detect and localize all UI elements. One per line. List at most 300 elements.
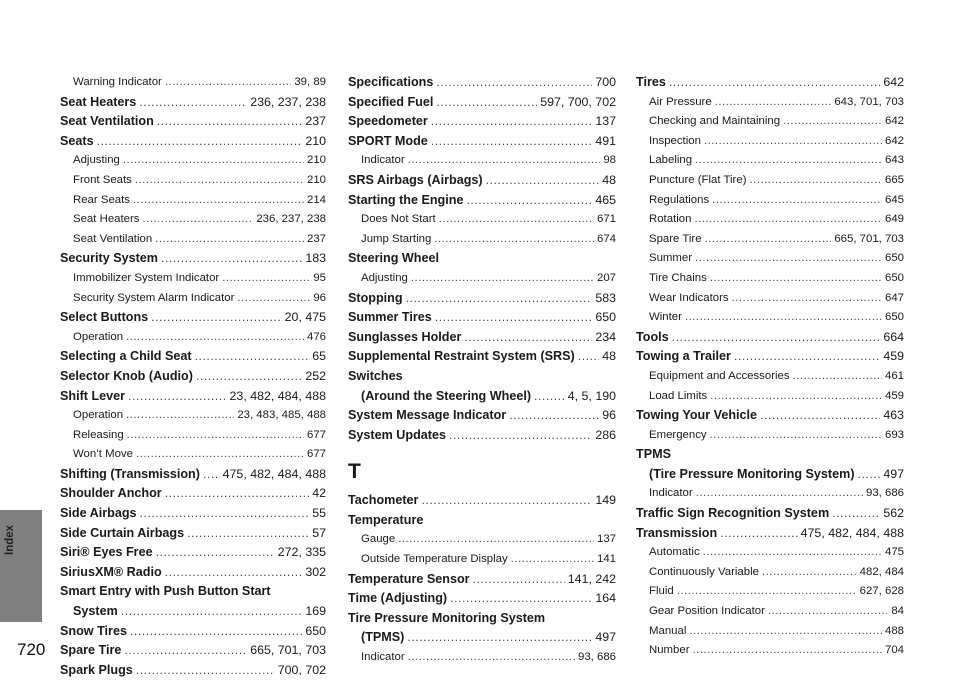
entry-label: System — [73, 604, 118, 619]
index-subentry — [636, 93, 904, 113]
index-entry — [60, 622, 326, 642]
index-subentry — [636, 387, 904, 407]
page-reference[interactable]: 700 — [595, 75, 616, 89]
entry-label: Indicator — [361, 154, 405, 167]
dot-leader — [704, 132, 882, 152]
dot-leader — [195, 347, 310, 367]
entry-label: Shift Lever — [60, 388, 126, 403]
dot-leader — [768, 602, 888, 622]
entry-label: Seats — [60, 133, 94, 148]
entry-label: Labeling — [649, 154, 693, 167]
entry-label: Security System Alarm Indicator — [73, 291, 235, 304]
index-entry — [348, 347, 616, 367]
entry-label: Tools — [636, 329, 669, 344]
entry-label: Traffic Sign Recognition System — [636, 506, 830, 521]
page-reference[interactable]: 252 — [305, 368, 326, 383]
dot-leader — [406, 289, 593, 309]
dot-leader — [685, 308, 882, 328]
entry-label: Rear Seats — [73, 193, 130, 206]
dot-leader — [124, 641, 247, 661]
dot-leader — [712, 191, 882, 211]
dot-leader — [436, 73, 592, 93]
page-reference[interactable]: 236, 237, 238 — [256, 213, 326, 226]
entry-label: Rotation — [649, 213, 692, 226]
page-reference[interactable]: 286 — [595, 427, 616, 442]
entry-label: Emergency — [649, 428, 707, 441]
dot-leader — [196, 367, 302, 387]
index-subentry — [60, 426, 326, 446]
index-entry — [348, 289, 616, 309]
entry-label: Immobilizer System Indicator — [73, 271, 220, 284]
dot-leader — [155, 230, 304, 250]
entry-label: Equipment and Accessories — [649, 369, 790, 382]
page-reference[interactable]: 42 — [312, 486, 326, 501]
index-subentry — [60, 230, 326, 250]
page-reference[interactable]: 237 — [305, 114, 326, 129]
dot-leader — [466, 191, 592, 211]
page-reference[interactable]: 627, 628 — [859, 585, 904, 598]
index-entry — [348, 367, 616, 387]
entry-label: Time (Adjusting) — [348, 591, 448, 606]
entry-label: Steering Wheel — [348, 251, 439, 266]
page-reference[interactable]: 164 — [595, 591, 616, 606]
page-reference[interactable]: 48 — [602, 349, 616, 364]
index-subentry — [636, 210, 904, 230]
index-entry — [348, 93, 616, 113]
index-entry — [60, 524, 326, 544]
dot-leader — [121, 602, 303, 622]
dot-leader — [156, 543, 275, 563]
dot-leader — [161, 249, 302, 269]
index-entry — [636, 73, 904, 93]
index-entry — [348, 570, 616, 590]
index-subentry — [636, 230, 904, 250]
dot-leader — [123, 151, 304, 171]
page-reference[interactable]: 48 — [602, 172, 616, 187]
entry-label: Automatic — [649, 546, 700, 559]
entry-label: Indicator — [361, 651, 405, 664]
entry-label: Jump Starting — [361, 232, 432, 245]
entry-label: Spare Tire — [649, 232, 702, 245]
entry-label: Operation — [73, 409, 124, 422]
page-reference[interactable]: 65 — [312, 349, 326, 364]
index-subentry — [636, 289, 904, 309]
index-entry — [60, 484, 326, 504]
index-entry — [348, 609, 616, 629]
page-reference[interactable]: 137 — [595, 114, 616, 129]
dot-leader — [165, 563, 303, 583]
page-reference[interactable]: 665 — [884, 173, 904, 186]
page-reference[interactable]: 149 — [595, 493, 616, 508]
dot-leader — [434, 230, 594, 250]
page-reference[interactable]: 272, 335 — [277, 545, 326, 560]
index-subentry — [636, 543, 904, 563]
index-entry — [348, 628, 616, 648]
index-entry — [348, 328, 616, 348]
index-column-3 — [636, 73, 904, 661]
page-reference[interactable]: 677 — [306, 448, 326, 461]
entry-label: Won’t Move — [73, 448, 133, 461]
page-reference[interactable]: 93, 686 — [865, 487, 904, 500]
dot-leader — [695, 151, 882, 171]
index-entry — [60, 308, 326, 328]
entry-label: Side Airbags — [60, 506, 137, 521]
index-subentry — [636, 484, 904, 504]
dot-leader — [139, 93, 247, 113]
dot-leader — [694, 210, 882, 230]
page-reference[interactable]: 671 — [596, 213, 616, 226]
index-entry — [60, 347, 326, 367]
page-reference[interactable]: 234 — [595, 329, 616, 344]
dot-leader — [398, 530, 594, 550]
page-reference[interactable]: 643 — [884, 154, 904, 167]
entry-label: Tachometer — [348, 493, 419, 508]
index-subentry — [348, 151, 616, 171]
dot-leader — [408, 648, 575, 668]
entry-label: Seat Ventilation — [73, 232, 153, 245]
page-reference[interactable]: 459 — [883, 349, 904, 364]
entry-label: Selector Knob (Audio) — [60, 368, 193, 383]
index-entry — [348, 426, 616, 446]
index-entry — [60, 249, 326, 269]
dot-leader — [858, 465, 881, 485]
entry-label: Switches — [348, 368, 403, 383]
dot-leader — [203, 465, 220, 485]
dot-leader — [151, 308, 281, 328]
entry-label: Transmission — [636, 525, 718, 540]
entry-label: Front Seats — [73, 173, 132, 186]
index-subentry — [60, 191, 326, 211]
page-reference[interactable]: 650 — [595, 310, 616, 325]
page-reference[interactable]: 236, 237, 238 — [250, 94, 326, 109]
entry-label: (Tire Pressure Monitoring System) — [649, 466, 855, 481]
index-entry — [348, 132, 616, 152]
entry-label: Tire Pressure Monitoring System — [348, 610, 546, 625]
dot-leader — [165, 484, 310, 504]
index-entry — [348, 112, 616, 132]
index-subentry — [636, 132, 904, 152]
page-reference[interactable]: 93, 686 — [577, 651, 616, 664]
entry-label: Regulations — [649, 193, 710, 206]
dot-leader — [710, 269, 882, 289]
index-subentry — [636, 112, 904, 132]
page-reference[interactable]: 497 — [883, 466, 904, 481]
page-reference[interactable]: 475 — [884, 546, 904, 559]
index-entry — [636, 347, 904, 367]
index-entry — [60, 132, 326, 152]
index-entry — [348, 491, 616, 511]
page-reference[interactable]: 137 — [596, 533, 616, 546]
page-reference[interactable]: 664 — [883, 329, 904, 344]
page-reference[interactable]: 649 — [884, 213, 904, 226]
entry-label: Specifications — [348, 75, 434, 89]
entry-label: Starting the Engine — [348, 192, 464, 207]
page-number: 720 — [17, 640, 46, 659]
dot-leader — [435, 308, 593, 328]
entry-label: SPORT Mode — [348, 133, 428, 148]
dot-leader — [509, 406, 599, 426]
index-entry — [636, 445, 904, 465]
page-reference[interactable]: 84 — [891, 605, 904, 618]
dot-leader — [696, 484, 863, 504]
entry-label: Stopping — [348, 290, 403, 305]
dot-leader — [677, 582, 857, 602]
index-entry — [60, 661, 326, 680]
dot-leader — [157, 112, 303, 132]
entry-label: Selecting a Child Seat — [60, 349, 192, 364]
index-column-1 — [60, 73, 326, 680]
page-reference[interactable]: 475, 482, 484, 488 — [800, 525, 904, 540]
dot-leader — [411, 269, 594, 289]
entry-label: Summer — [649, 252, 693, 265]
index-entry — [636, 406, 904, 426]
dot-leader — [97, 132, 303, 152]
index-side-label: Index — [4, 524, 16, 556]
dot-leader — [783, 112, 882, 132]
page-reference[interactable]: 704 — [884, 644, 904, 657]
index-subentry — [636, 249, 904, 269]
entry-label: Sunglasses Holder — [348, 329, 462, 344]
index-subentry — [636, 191, 904, 211]
entry-label: Smart Entry with Push Button Start — [60, 584, 271, 599]
page-reference[interactable]: 475, 482, 484, 488 — [222, 466, 326, 481]
page-reference[interactable]: 461 — [884, 369, 904, 382]
dot-leader — [511, 550, 594, 570]
page-reference[interactable]: 665, 701, 703 — [834, 232, 904, 245]
index-subentry — [60, 328, 326, 348]
dot-leader — [421, 491, 592, 511]
index-subentry — [636, 426, 904, 446]
dot-leader — [693, 641, 882, 661]
page-reference[interactable]: 169 — [305, 604, 326, 619]
page-reference[interactable]: 491 — [595, 133, 616, 148]
page-reference[interactable]: 459 — [884, 389, 904, 402]
dot-leader — [793, 367, 882, 387]
dot-leader — [165, 73, 291, 93]
page-reference[interactable]: 645 — [884, 193, 904, 206]
page-reference[interactable]: 642 — [883, 75, 904, 89]
dot-leader — [135, 171, 304, 191]
index-subentry — [636, 622, 904, 642]
page-reference[interactable]: 96 — [313, 291, 326, 304]
entry-label: Seat Heaters — [73, 213, 140, 226]
dot-leader — [720, 524, 797, 544]
entry-label: Security System — [60, 251, 159, 266]
page-reference[interactable]: 96 — [602, 408, 616, 423]
page-reference[interactable]: 583 — [595, 290, 616, 305]
page-reference[interactable]: 23, 482, 484, 488 — [229, 388, 326, 403]
page-reference[interactable]: 207 — [596, 271, 616, 284]
index-subentry — [60, 406, 326, 426]
page-reference[interactable]: 482, 484 — [859, 565, 904, 578]
entry-label: Tires — [636, 75, 666, 89]
index-entry — [348, 511, 616, 531]
page-reference[interactable]: 650 — [884, 311, 904, 324]
page-reference[interactable]: 642 — [884, 134, 904, 147]
entry-label: (TPMS) — [361, 630, 405, 645]
entry-label: Snow Tires — [60, 623, 127, 638]
index-subentry — [60, 151, 326, 171]
dot-leader — [130, 622, 302, 642]
entry-label: Does Not Start — [361, 213, 436, 226]
dot-leader — [578, 347, 599, 367]
entry-label: Air Pressure — [649, 95, 712, 108]
page-reference[interactable]: 665, 701, 703 — [250, 643, 326, 658]
entry-label: Temperature — [348, 512, 424, 527]
page-reference[interactable]: 183 — [305, 251, 326, 266]
page-reference[interactable]: 55 — [312, 506, 326, 521]
page-reference[interactable]: 237 — [306, 232, 326, 245]
dot-leader — [222, 269, 310, 289]
index-subentry — [60, 210, 326, 230]
page-reference[interactable]: 463 — [883, 408, 904, 423]
page-reference[interactable]: 4, 5, 190 — [567, 388, 616, 403]
page-reference[interactable]: 642 — [884, 115, 904, 128]
page-reference[interactable]: 650 — [884, 252, 904, 265]
dot-leader — [715, 93, 832, 113]
entry-label: (Around the Steering Wheel) — [361, 388, 532, 403]
page-reference[interactable]: 476 — [306, 330, 326, 343]
entry-label: Gear Position Indicator — [649, 605, 765, 618]
dot-leader — [136, 445, 304, 465]
entry-label: Indicator — [649, 487, 693, 500]
page-reference[interactable]: 210 — [306, 154, 326, 167]
entry-label: Releasing — [73, 428, 124, 441]
dot-leader — [187, 524, 309, 544]
dot-leader — [669, 73, 880, 93]
entry-label: Inspection — [649, 134, 701, 147]
page-reference[interactable]: 302 — [305, 564, 326, 579]
entry-label: Spare Tire — [60, 643, 122, 658]
index-column-2 — [348, 73, 616, 668]
entry-label: Speedometer — [348, 114, 428, 129]
entry-label: Continuously Variable — [649, 565, 759, 578]
index-entry — [348, 73, 616, 93]
page-reference[interactable]: 39, 89 — [294, 76, 326, 88]
page-reference[interactable]: 562 — [883, 506, 904, 521]
index-subentry — [348, 550, 616, 570]
index-subentry — [60, 269, 326, 289]
page-reference[interactable]: 210 — [306, 173, 326, 186]
index-entry — [60, 602, 326, 622]
entry-label: Gauge — [361, 533, 396, 546]
index-subentry — [60, 73, 326, 93]
index-entry — [636, 465, 904, 485]
dot-leader — [126, 328, 304, 348]
index-subentry — [348, 530, 616, 550]
index-subentry — [636, 641, 904, 661]
page-reference[interactable]: 497 — [595, 630, 616, 645]
index-subentry — [348, 230, 616, 250]
index-entry — [60, 504, 326, 524]
index-subentry — [636, 563, 904, 583]
entry-label: Side Curtain Airbags — [60, 525, 185, 540]
index-entry — [348, 308, 616, 328]
page-reference[interactable]: 488 — [884, 624, 904, 637]
entry-label: Warning Indicator — [73, 76, 162, 88]
entry-label: Manual — [649, 624, 687, 637]
index-entry — [60, 112, 326, 132]
dot-leader — [695, 249, 882, 269]
page-reference[interactable]: 597, 700, 702 — [540, 94, 616, 109]
page-reference[interactable]: 23, 483, 485, 488 — [237, 409, 326, 422]
index-entry — [60, 387, 326, 407]
page-reference[interactable]: 677 — [306, 428, 326, 441]
page-reference[interactable]: 210 — [305, 133, 326, 148]
dot-leader — [439, 210, 594, 230]
entry-label: Shoulder Anchor — [60, 486, 162, 501]
dot-leader — [464, 328, 592, 348]
entry-label: System Updates — [348, 427, 446, 442]
entry-label: Towing Your Vehicle — [636, 408, 758, 423]
index-entry — [636, 328, 904, 348]
page-reference[interactable]: 57 — [312, 525, 326, 540]
entry-label: Select Buttons — [60, 310, 149, 325]
entry-label: Towing a Trailer — [636, 349, 731, 364]
entry-label: Operation — [73, 330, 124, 343]
dot-leader — [408, 151, 601, 171]
entry-label: Shifting (Transmission) — [60, 466, 200, 481]
dot-leader — [473, 570, 565, 590]
entry-label: Outside Temperature Display — [361, 553, 508, 566]
index-entry — [636, 504, 904, 524]
page-reference[interactable]: 693 — [884, 428, 904, 441]
dot-leader — [431, 132, 593, 152]
dot-leader — [734, 347, 880, 367]
entry-label: System Message Indicator — [348, 408, 507, 423]
dot-leader — [486, 171, 600, 191]
page-reference[interactable]: 647 — [884, 291, 904, 304]
page-reference[interactable]: 465 — [595, 192, 616, 207]
section-letter: T — [348, 460, 361, 484]
index-entry — [348, 171, 616, 191]
page-reference[interactable]: 98 — [603, 154, 616, 167]
entry-label: Winter — [649, 311, 682, 324]
entry-label: Adjusting — [361, 271, 408, 284]
page-reference[interactable]: 95 — [313, 271, 326, 284]
dot-leader — [760, 406, 880, 426]
page-reference[interactable]: 214 — [306, 193, 326, 206]
page-reference[interactable]: 643, 701, 703 — [834, 95, 904, 108]
page-reference[interactable]: 674 — [596, 232, 616, 245]
index-subentry — [636, 582, 904, 602]
entry-label: Temperature Sensor — [348, 571, 470, 586]
page-reference[interactable]: 141 — [596, 553, 616, 566]
index-entry — [348, 589, 616, 609]
entry-label: Seat Heaters — [60, 94, 137, 109]
index-subentry — [636, 602, 904, 622]
index-entry — [60, 582, 326, 602]
index-entry — [60, 93, 326, 113]
entry-label: Supplemental Restraint System (SRS) — [348, 349, 575, 364]
index-entry — [60, 465, 326, 485]
page-reference[interactable]: 141, 242 — [567, 571, 616, 586]
dot-leader — [450, 589, 592, 609]
page-reference[interactable]: 650 — [884, 271, 904, 284]
index-subentry — [636, 151, 904, 171]
index-subentry — [636, 367, 904, 387]
entry-label: Checking and Maintaining — [649, 115, 781, 128]
entry-label: Number — [649, 644, 690, 657]
index-subentry — [348, 269, 616, 289]
dot-leader — [762, 563, 857, 583]
dot-leader — [237, 289, 310, 309]
index-subentry — [636, 308, 904, 328]
page-reference[interactable]: 700, 702 — [277, 662, 326, 677]
index-entry — [348, 387, 616, 407]
page-reference[interactable]: 650 — [305, 623, 326, 638]
page-reference[interactable]: 20, 475 — [284, 310, 326, 325]
